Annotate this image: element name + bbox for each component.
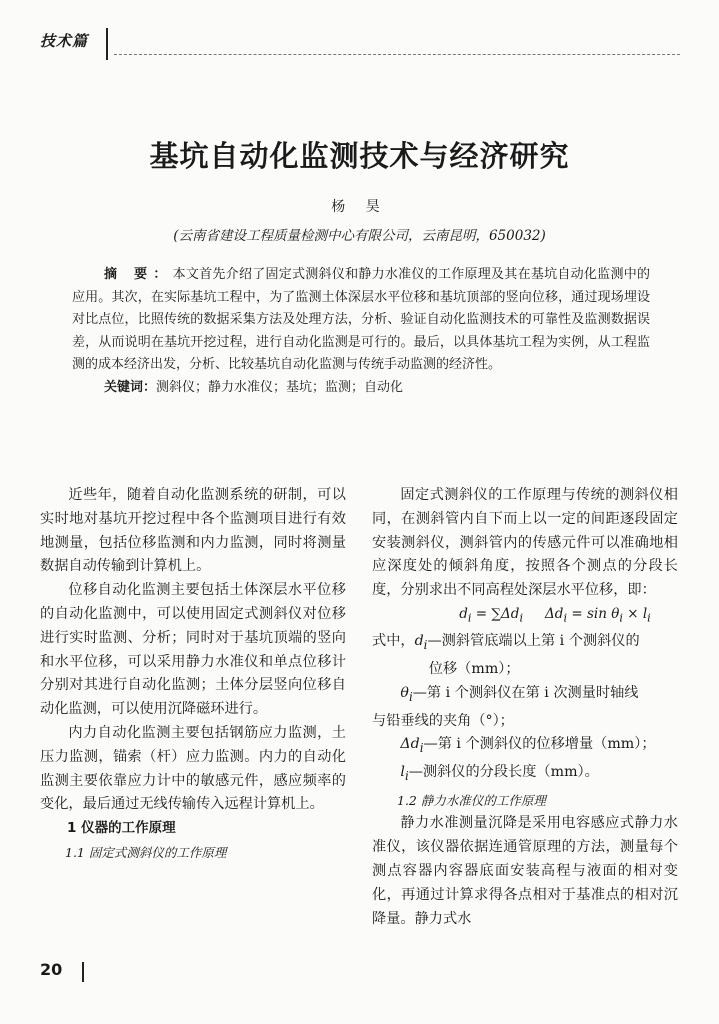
definition-line bbox=[372, 630, 678, 658]
body-paragraph: 静力水准测量沉降是采用电容感应式静力水准仪，该仪器依据连通管原理的方法，测量每个测点容器内容器底面安装高程与液面的相对变化，再通过计算求得各点相对于基准点的相对沉降量。静力式水 bbox=[372, 815, 678, 927]
abstract-block bbox=[72, 264, 650, 400]
definition-continuation: 位移（mm）； bbox=[428, 661, 520, 678]
section-heading: 1 仪器的工作原理 bbox=[67, 820, 176, 837]
definition-continuation: 与铅垂线的夹角（°）； bbox=[372, 712, 514, 729]
body-paragraph: 内力自动化监测主要包括钢筋应力监测，土压力监测，锚索（杆）应力监测。内力的自动化监测主要依靠应力计中的敏感元件，感应频率的变化，最后通过无线传输传入远程计算机上。 bbox=[40, 724, 346, 813]
running-header bbox=[40, 24, 680, 64]
page-number: 20 bbox=[40, 960, 63, 979]
definition-intro: 式中， bbox=[372, 633, 415, 650]
keywords-label: 关键词： bbox=[104, 379, 157, 395]
subsection-heading: 1.2 静力水准仪的工作原理 bbox=[397, 792, 546, 808]
body-paragraph: 近些年，随着自动化监测系统的研制，可以实时地对基坑开挖过程中各个监测项目进行有效地测量，包括位移监测和内力监测，同时将测量数据自动传输到计算机上。 bbox=[40, 487, 346, 575]
formula-subscript: i bbox=[563, 611, 568, 625]
definition-text: —第 i 个测斜仪在第 i 次测量时轴线 bbox=[412, 684, 639, 701]
header-divider-bar bbox=[106, 28, 108, 60]
definition-subscript: i bbox=[404, 768, 409, 783]
page-footer bbox=[40, 960, 62, 984]
body-paragraph: 固定式测斜仪的工作原理与传统的测斜仪相同，在测斜管内自下而上以一定的间距逐段固定安装测斜仪，测斜管内的传感元件可以准确地相应深度处的倾斜角度，按照各个测点的分段长度，分别求出不同高程处深层水平位移，即： bbox=[372, 487, 678, 599]
formula-subscript: i bbox=[519, 611, 524, 625]
definition-text: —第 i 个测斜仪的位移增量（mm）； bbox=[423, 736, 656, 753]
formula-sum: = ∑Δd bbox=[471, 605, 520, 622]
definition-symbol: l bbox=[400, 763, 405, 780]
displacement-formula bbox=[372, 603, 678, 630]
formula-symbol: d bbox=[459, 605, 468, 622]
formula-subscript: i bbox=[647, 611, 651, 625]
keywords-text: 测斜仪；静力水准仪；基坑；监测；自动化 bbox=[156, 379, 404, 395]
definition-subscript: i bbox=[419, 741, 424, 756]
formula-length: × l bbox=[622, 605, 648, 622]
article-title: 基坑自动化监测技术与经济研究 bbox=[149, 139, 570, 173]
formula-subscript: i bbox=[619, 611, 623, 625]
definition-symbol: d bbox=[414, 633, 424, 650]
definition-text: —测斜管底端以上第 i 个测斜仪的 bbox=[427, 633, 640, 650]
formula-symbol: Δd bbox=[545, 605, 564, 622]
abstract-paragraph bbox=[72, 264, 650, 377]
definition-subscript: i bbox=[423, 638, 428, 653]
abstract-text: 本文首先介绍了固定式测斜仪和静力水准仪的工作原理及其在基坑自动化监测中的应用。其次，在实际基坑工程中，为了监测土体深层水平位移和基坑顶部的竖向位移，通过现场埋设对比点位，比照传统的数据采集方法及处理方法，分析、验证自动化监测技术的可靠性及监测数据误差，从而说明在基坑开挖过程，进行自动化监测是可行的。最后，以具体基坑工程为实例，从工程监测的成本经济出发，分析、比较基坑自动化监测与传统手动监测的经济性。 bbox=[72, 267, 650, 373]
abstract-label: 摘 要： bbox=[104, 267, 173, 282]
formula-sin: = sin θ bbox=[567, 605, 620, 622]
section-tag: 技术篇 bbox=[40, 32, 89, 50]
footer-divider-bar bbox=[82, 962, 84, 982]
definition-symbol: Δd bbox=[400, 736, 420, 753]
keywords-line bbox=[72, 377, 650, 400]
definition-line bbox=[372, 761, 678, 789]
definition-line bbox=[372, 682, 678, 710]
definition-line bbox=[372, 733, 678, 761]
right-column bbox=[372, 484, 678, 931]
author-name: 杨 昊 bbox=[331, 199, 388, 215]
subsection-heading: 1.1 固定式测斜仪的工作原理 bbox=[65, 844, 227, 860]
body-paragraph: 位移自动化监测主要包括土体深层水平位移的自动化监测中，可以使用固定式测斜仪对位移进行实时监测、分析；同时对于基坑顶端的竖向和水平位移，可以采用静力水准仪和单点位移计分别对其进行自动化监测；土体分层竖向位移自动化监测，可以使用沉降磁环进行。 bbox=[40, 582, 346, 718]
author-affiliation: (云南省建设工程质量检测中心有限公司，云南昆明，650032) bbox=[173, 228, 546, 244]
header-dashed-rule bbox=[114, 54, 680, 55]
formula-subscript: i bbox=[467, 611, 472, 625]
definition-symbol: θ bbox=[400, 684, 409, 701]
definition-subscript: i bbox=[408, 689, 413, 704]
left-column bbox=[40, 484, 346, 865]
definition-text: —测斜仪的分段长度（mm）。 bbox=[408, 763, 599, 780]
